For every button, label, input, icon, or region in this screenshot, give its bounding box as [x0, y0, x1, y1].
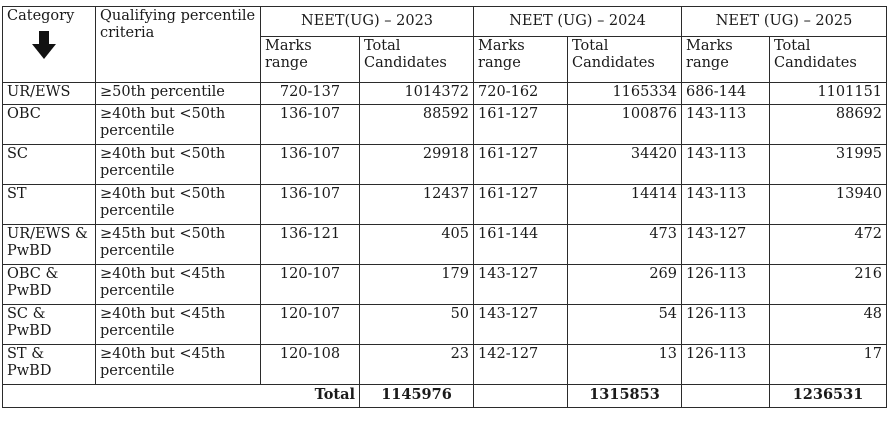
marks-range-2025-cell: 126-113 [682, 305, 770, 345]
marks-range-2025-cell: 143-127 [682, 225, 770, 265]
total-2023-cell: 179 [360, 265, 474, 305]
marks-range-2025-cell: 686-144 [682, 83, 770, 105]
marks-range-2024-cell: 142-127 [474, 345, 568, 385]
header-marks-range-2023: Marks range [261, 37, 360, 83]
criteria-cell: ≥45th but <50th percentile [96, 225, 261, 265]
neet-ug-qualifying-table [2, 6, 887, 408]
marks-range-2024-cell: 161-127 [474, 145, 568, 185]
marks-range-2025-cell: 126-113 [682, 265, 770, 305]
total-2023-cell: 12437 [360, 185, 474, 225]
marks-range-2025-cell: 126-113 [682, 345, 770, 385]
total-2023-cell: 405 [360, 225, 474, 265]
total-2025-cell: 472 [770, 225, 887, 265]
marks-range-2024-cell: 720-162 [474, 83, 568, 105]
total-2025-cell: 31995 [770, 145, 887, 185]
marks-range-2023-cell: 120-108 [261, 345, 360, 385]
marks-range-2024-cell: 161-144 [474, 225, 568, 265]
total-2023-cell: 1014372 [360, 83, 474, 105]
header-year-2024: NEET (UG) – 2024 [474, 7, 682, 37]
table-row [3, 185, 887, 225]
total-2025-value: 1236531 [770, 385, 887, 408]
header-total-candidates-2024: Total Candidates [568, 37, 682, 83]
header-criteria: Qualifying percentile criteria [96, 7, 261, 83]
total-2024-cell: 14414 [568, 185, 682, 225]
criteria-cell: ≥40th but <45th percentile [96, 345, 261, 385]
criteria-cell: ≥50th percentile [96, 83, 261, 105]
total-2025-cell: 88692 [770, 105, 887, 145]
category-cell: UR/EWS [3, 83, 96, 105]
criteria-cell: ≥40th but <50th percentile [96, 185, 261, 225]
table-row [3, 305, 887, 345]
marks-range-2024-cell: 143-127 [474, 305, 568, 345]
category-cell: SC [3, 145, 96, 185]
total-2025-cell: 48 [770, 305, 887, 345]
total-2025-cell: 1101151 [770, 83, 887, 105]
total-2024-value: 1315853 [568, 385, 682, 408]
marks-range-2023-cell: 120-107 [261, 305, 360, 345]
marks-range-2025-cell: 143-113 [682, 185, 770, 225]
total-2025-cell: 216 [770, 265, 887, 305]
arrow-down-icon [31, 31, 57, 59]
header-year-2025: NEET (UG) – 2025 [682, 7, 887, 37]
header-total-candidates-2025: Total Candidates [770, 37, 887, 83]
total-2025-cell: 13940 [770, 185, 887, 225]
category-cell: OBC [3, 105, 96, 145]
category-cell: SC & PwBD [3, 305, 96, 345]
table-row [3, 145, 887, 185]
total-2024-cell: 269 [568, 265, 682, 305]
total-2024-cell: 13 [568, 345, 682, 385]
marks-range-2024-cell: 161-127 [474, 185, 568, 225]
total-empty-cell [682, 385, 770, 408]
total-2023-cell: 29918 [360, 145, 474, 185]
total-2024-cell: 473 [568, 225, 682, 265]
total-2023-cell: 88592 [360, 105, 474, 145]
header-category-label: Category [7, 8, 75, 24]
table-row [3, 105, 887, 145]
criteria-cell: ≥40th but <45th percentile [96, 305, 261, 345]
total-2024-cell: 100876 [568, 105, 682, 145]
header-marks-range-2025: Marks range [682, 37, 770, 83]
marks-range-2024-cell: 143-127 [474, 265, 568, 305]
marks-range-2023-cell: 136-107 [261, 145, 360, 185]
category-cell: OBC & PwBD [3, 265, 96, 305]
header-marks-range-2024: Marks range [474, 37, 568, 83]
total-2025-cell: 17 [770, 345, 887, 385]
header-year-2023: NEET(UG) – 2023 [261, 7, 474, 37]
marks-range-2023-cell: 720-137 [261, 83, 360, 105]
table-row [3, 225, 887, 265]
header-category [3, 7, 96, 83]
total-2023-cell: 50 [360, 305, 474, 345]
marks-range-2024-cell: 161-127 [474, 105, 568, 145]
criteria-cell: ≥40th but <45th percentile [96, 265, 261, 305]
header-total-candidates-2023: Total Candidates [360, 37, 474, 83]
category-cell: ST [3, 185, 96, 225]
total-2023-value: 1145976 [360, 385, 474, 408]
total-row [3, 385, 887, 408]
total-2024-cell: 34420 [568, 145, 682, 185]
marks-range-2023-cell: 136-107 [261, 105, 360, 145]
total-2024-cell: 54 [568, 305, 682, 345]
table-row [3, 345, 887, 385]
table-row [3, 83, 887, 105]
criteria-cell: ≥40th but <50th percentile [96, 145, 261, 185]
criteria-cell: ≥40th but <50th percentile [96, 105, 261, 145]
total-empty-cell [474, 385, 568, 408]
category-cell: UR/EWS & PwBD [3, 225, 96, 265]
marks-range-2025-cell: 143-113 [682, 105, 770, 145]
marks-range-2023-cell: 136-107 [261, 185, 360, 225]
total-label: Total [3, 385, 360, 408]
total-2024-cell: 1165334 [568, 83, 682, 105]
marks-range-2023-cell: 136-121 [261, 225, 360, 265]
marks-range-2023-cell: 120-107 [261, 265, 360, 305]
table-row [3, 265, 887, 305]
category-cell: ST & PwBD [3, 345, 96, 385]
marks-range-2025-cell: 143-113 [682, 145, 770, 185]
total-2023-cell: 23 [360, 345, 474, 385]
